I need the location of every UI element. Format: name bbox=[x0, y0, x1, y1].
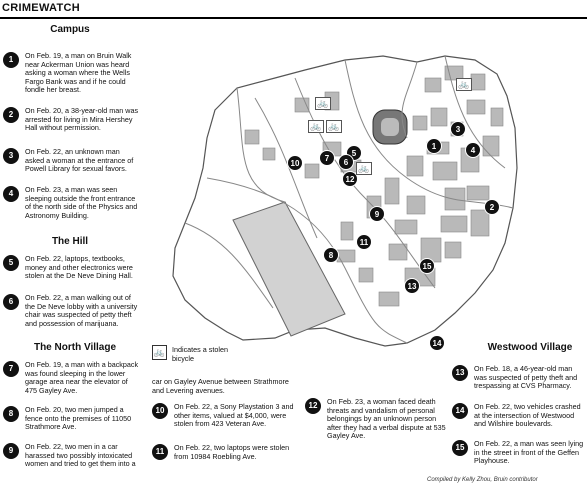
incident-text: On Feb. 18, a 46-year-old man was suspected of petty theft and trespassing at CVS Pharmacy. bbox=[474, 364, 578, 391]
map-marker-6[interactable]: 6 bbox=[338, 154, 354, 170]
map-marker-9[interactable]: 9 bbox=[369, 206, 385, 222]
map-marker-1[interactable]: 1 bbox=[426, 138, 442, 154]
incident-number: 6 bbox=[3, 294, 19, 310]
incident-15 bbox=[452, 440, 586, 466]
incident-number: 13 bbox=[452, 365, 468, 381]
incident-number: 14 bbox=[452, 403, 468, 419]
incident-7 bbox=[3, 361, 140, 395]
incident-text: On Feb. 22, a Sony Playstation 3 and other items, valued at $4,000, were stolen from 423 Veteran Ave. bbox=[174, 402, 294, 429]
map-marker-2[interactable]: 2 bbox=[484, 199, 500, 215]
incident-text: On Feb. 22, laptops, textbooks, money and other electronics were stolen at the De Neve Dining Hall. bbox=[25, 254, 133, 281]
incident-text: On Feb. 23, a woman faced death threats and vandalism of personal belongings by an unknown person after they had a verbal dispute at 535 Gayley Ave. bbox=[327, 397, 446, 441]
incident-text: On Feb. 22, two laptops were stolen from 10984 Roebling Ave. bbox=[174, 443, 290, 461]
incident-number: 1 bbox=[3, 52, 19, 68]
incident-1 bbox=[3, 52, 140, 95]
masthead bbox=[0, 0, 587, 20]
incident-number: 7 bbox=[3, 361, 19, 377]
incident-text: On Feb. 20, a 38-year-old man was arrested for living in Mira Hershey Hall without permission. bbox=[25, 106, 139, 133]
map-marker-4[interactable]: 4 bbox=[465, 142, 481, 158]
incident-number: 11 bbox=[152, 444, 168, 460]
legend-label: Indicates a stolen bicycle bbox=[172, 345, 228, 363]
incident-6 bbox=[3, 294, 140, 328]
section-heading-westwood-village: Westwood Village bbox=[487, 342, 573, 353]
bicycle-icon: 🚲 bbox=[326, 120, 342, 133]
incident-number: 15 bbox=[452, 440, 468, 456]
incident-number: 5 bbox=[3, 255, 19, 271]
incident-number: 10 bbox=[152, 403, 168, 419]
incident-number: 9 bbox=[3, 443, 19, 459]
incident-11 bbox=[152, 444, 300, 461]
section-heading-north-village: The North Village bbox=[33, 342, 117, 353]
map-marker-11[interactable]: 11 bbox=[356, 234, 372, 250]
map-marker-15[interactable]: 15 bbox=[419, 258, 435, 274]
incident-text: On Feb. 22, two men in a car harassed two possibly intoxicated women and tried to get them into a bbox=[25, 442, 136, 469]
incident-text: On Feb. 20, two men jumped a fence onto the premises of 11050 Strathmore Ave. bbox=[25, 405, 132, 432]
map-marker-8[interactable]: 8 bbox=[323, 247, 339, 263]
incident-text: car on Gayley Avenue between Strathmore and Levering avenues. bbox=[152, 377, 289, 395]
incident-number: 12 bbox=[305, 398, 321, 414]
track-infield bbox=[381, 118, 399, 136]
bicycle-icon: 🚲 bbox=[315, 97, 331, 110]
incident-text: On Feb. 22, an unknown man asked a woman at the entrance of Powell Library for sexual favors. bbox=[25, 147, 134, 174]
incident-text: On Feb. 22, a man walking out of the De Neve lobby with a university chair was suspected of petty theft and possession of marijuana. bbox=[25, 293, 138, 328]
bicycle-icon: 🚲 bbox=[152, 345, 167, 360]
bicycle-icon: 🚲 bbox=[308, 120, 324, 133]
incident-text: On Feb. 19, a man on Bruin Walk near Ackerman Union was heard asking a woman where the Wells Fargo Bank was and if he could fondle her breast. bbox=[25, 51, 132, 95]
map-marker-7[interactable]: 7 bbox=[319, 150, 335, 166]
incident-text: On Feb. 19, a man with a backpack was found sleeping in the lower garage area near the elevator of 475 Gayley Ave. bbox=[25, 360, 139, 395]
bicycle-icon: 🚲 bbox=[456, 78, 472, 91]
masthead-divider bbox=[0, 17, 587, 19]
incident-5 bbox=[3, 255, 140, 281]
incident-text: On Feb. 23, a man was seen sleeping outside the front entrance of the north side of the Physics and Astronomy Building. bbox=[25, 185, 138, 220]
incident-number: 8 bbox=[3, 406, 19, 422]
incident-number: 4 bbox=[3, 186, 19, 202]
map-marker-10[interactable]: 10 bbox=[287, 155, 303, 171]
section-heading-campus: Campus bbox=[50, 24, 90, 35]
map-graphic bbox=[145, 38, 587, 348]
incident-number: 3 bbox=[3, 148, 19, 164]
map-marker-5[interactable]: 5 bbox=[346, 145, 362, 161]
map-marker-14[interactable]: 14 bbox=[429, 335, 445, 351]
map-marker-13[interactable]: 13 bbox=[404, 278, 420, 294]
incident-2 bbox=[3, 107, 140, 133]
bicycle-icon: 🚲 bbox=[356, 162, 372, 175]
incident-number: 2 bbox=[3, 107, 19, 123]
incident-text: On Feb. 22, two vehicles crashed at the intersection of Westwood and Wilshire boulevards. bbox=[474, 402, 581, 429]
incident-9 bbox=[3, 443, 140, 469]
credit-line: Compiled by Kelly Zhou, Bruin contributor bbox=[427, 477, 538, 483]
incident-text: On Feb. 22, a man was seen lying in the street in front of the Geffen Playhouse. bbox=[474, 439, 584, 466]
map-marker-12[interactable]: 12 bbox=[342, 171, 358, 187]
page-title: CRIMEWATCH bbox=[2, 2, 80, 14]
incident-4 bbox=[3, 186, 140, 220]
section-heading-hill: The Hill bbox=[51, 236, 89, 247]
map-marker-3[interactable]: 3 bbox=[450, 121, 466, 137]
incident-3 bbox=[3, 148, 140, 174]
incident-8 bbox=[3, 406, 140, 432]
